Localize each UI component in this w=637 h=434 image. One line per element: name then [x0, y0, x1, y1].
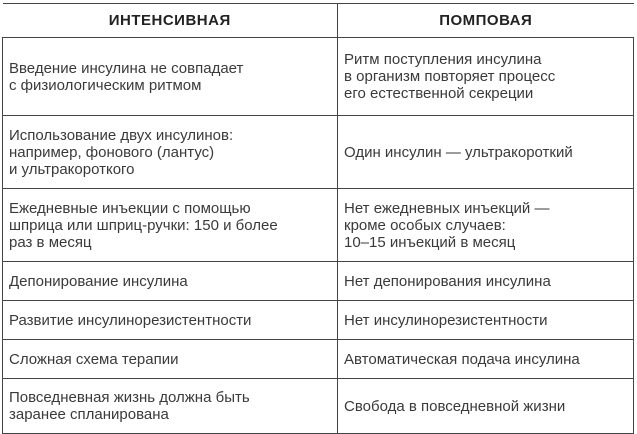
- intensive-cell: Сложная схема терапии: [3, 340, 338, 379]
- table-row: [3, 340, 634, 379]
- table-row: [3, 301, 634, 340]
- table-row: [3, 38, 634, 116]
- pump-cell: Автоматическая подача инсулина: [338, 340, 634, 379]
- pump-cell: Один инсулин — ультракороткий: [338, 116, 634, 189]
- intensive-cell: Развитие инсулинорезистентности: [3, 301, 338, 340]
- intensive-cell: Введение инсулина не совпадает с физиологическим ритмом: [3, 38, 338, 116]
- table-row: [3, 189, 634, 262]
- comparison-table: [2, 3, 634, 434]
- intensive-cell: Депонирование инсулина: [3, 262, 338, 301]
- header-intensive: ИНТЕНСИВНАЯ: [3, 4, 338, 38]
- table-row: [3, 116, 634, 189]
- header-pump: ПОМПОВАЯ: [338, 4, 634, 38]
- intensive-cell: Использование двух инсулинов: например, фонового (лантус) и ультракороткого: [3, 116, 338, 189]
- pump-cell: Нет инсулинорезистентности: [338, 301, 634, 340]
- header-row: [3, 4, 634, 38]
- table-row: [3, 379, 634, 434]
- pump-cell: Свобода в повседневной жизни: [338, 379, 634, 434]
- pump-cell: Нет депонирования инсулина: [338, 262, 634, 301]
- table-row: [3, 262, 634, 301]
- pump-cell: Ритм поступления инсулина в организм повторяет процесс его естественной секреции: [338, 38, 634, 116]
- intensive-cell: Повседневная жизнь должна быть заранее спланирована: [3, 379, 338, 434]
- intensive-cell: Ежедневные инъекции с помощью шприца или шприц-ручки: 150 и более раз в месяц: [3, 189, 338, 262]
- pump-cell: Нет ежедневных инъекций — кроме особых случаев: 10–15 инъекций в месяц: [338, 189, 634, 262]
